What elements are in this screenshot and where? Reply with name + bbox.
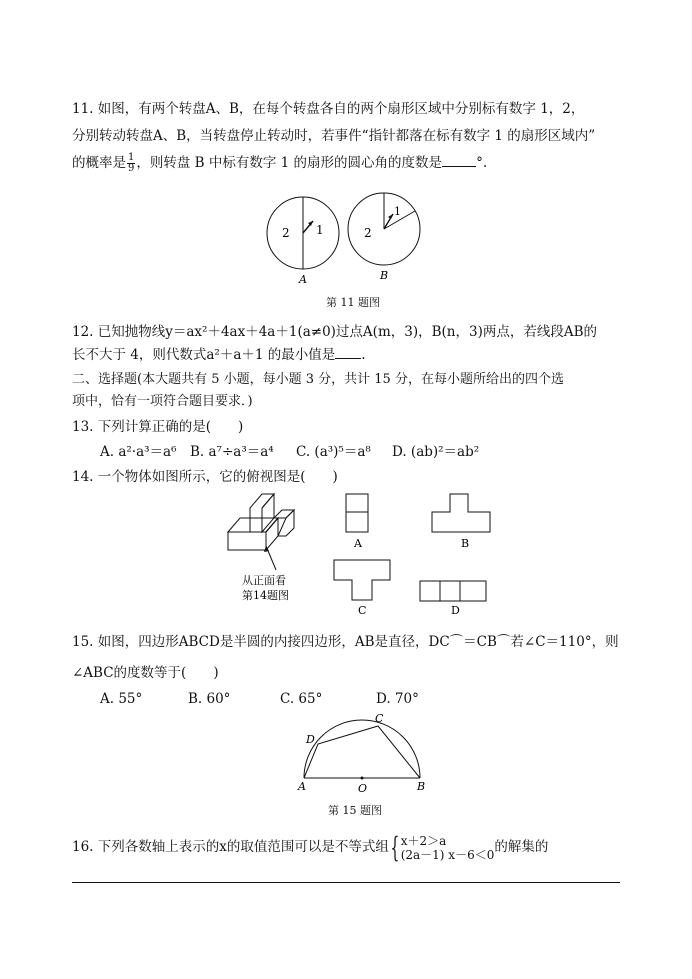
- spinner-b-num-1: 1: [394, 205, 401, 218]
- q15-line2: ∠ABC的度数等于( ): [72, 665, 219, 681]
- q14-solid: [228, 494, 294, 550]
- q13-stem: 13. 下列计算正确的是( ): [72, 419, 244, 435]
- point-d: D: [306, 733, 315, 746]
- q14-stem: 14. 一个物体如图所示，它的俯视图是( ): [72, 469, 338, 485]
- q12-line2: [72, 346, 366, 364]
- q15-option-d: D. 70°: [376, 691, 419, 707]
- q15-option-c: C. 65°: [280, 691, 323, 707]
- section2-line1: 二、选择题(本大题共有 5 小题，每小题 3 分，共计 15 分，在每小题所给出的四个选: [72, 372, 564, 387]
- point-c: C: [375, 712, 384, 725]
- q11-text-a: 的概率是: [72, 155, 126, 171]
- q14-option-b-figure: [432, 494, 490, 532]
- q14-label-b: B: [461, 537, 470, 550]
- section2-line2: 项中，恰有一项符合题目要求．): [72, 394, 253, 409]
- semicircle-arc: [304, 720, 420, 778]
- spinner-b-num-2: 2: [364, 226, 372, 240]
- inequality-2: (2a－1) x－6＜0: [400, 847, 495, 862]
- q11-line2: 分别转动转盘A、B，当转盘停止转动时，若事件“指针都落在标有数字 1 的扇形区域内”: [72, 128, 596, 144]
- q12-text-b: .: [361, 347, 366, 363]
- q16-lead: 16. 下列各数轴上表示的x的取值范围可以是不等式组: [72, 839, 389, 855]
- system-brace: {: [390, 830, 400, 864]
- q14-option-a-figure: [346, 494, 368, 532]
- q14-figures: [220, 490, 500, 620]
- q15-caption: 第 15 题图: [328, 804, 382, 817]
- q14-option-c-figure: [334, 560, 390, 600]
- point-o: O: [358, 782, 368, 795]
- point-a: A: [298, 780, 306, 793]
- q11-answer-blank: [442, 154, 476, 167]
- frac-denominator: 9: [128, 163, 135, 174]
- q11-caption: 第 11 题图: [326, 296, 380, 309]
- q13-option-c: C. (a³)⁵＝a⁸: [296, 444, 371, 460]
- front-view-label: 从正面看: [242, 574, 286, 587]
- spinner-b: [348, 193, 420, 282]
- spinner-a: [267, 197, 339, 286]
- q14-label-a: A: [354, 537, 362, 550]
- q11-line3: [72, 153, 487, 174]
- q12-line1: 12. 已知抛物线y＝ax²＋4ax＋4a＋1(a≠0)过点A(m，3)，B(n，3)两点，若线段AB的: [72, 324, 598, 340]
- q14-caption: 第14题图: [242, 589, 289, 602]
- spinner-a-num-2: 2: [282, 226, 290, 240]
- q13-option-b: B. a⁷÷a³＝a⁴: [190, 444, 274, 460]
- spinner-a-num-1: 1: [316, 223, 324, 237]
- inequality-system: [401, 834, 495, 862]
- quadrilateral-abcd: [304, 726, 420, 778]
- q14-label-c: C: [358, 604, 367, 617]
- center-o: [361, 777, 364, 780]
- page-footer-rule: [72, 882, 620, 883]
- q15-semicircle-figure: [290, 708, 430, 796]
- q14-option-d-figure: [420, 581, 486, 601]
- spinner-a-label: A: [299, 273, 307, 286]
- spinner-b-label: B: [380, 269, 389, 282]
- frac-numerator: 1: [128, 152, 135, 163]
- q11-text-b: ，则转盘 B 中标有数字 1 的扇形的圆心角的度数是: [136, 155, 443, 171]
- q11-text-c: °.: [476, 155, 488, 171]
- q11-line1: 11. 如图，有两个转盘A、B，在每个转盘各自的两个扇形区域中分别标有数字 1，2，: [72, 101, 585, 117]
- q13-option-d: D. (ab)²＝ab²: [392, 444, 480, 460]
- q15-option-a: A. 55°: [100, 691, 143, 707]
- q12-text-a: 长不大于 4，则代数式a²＋a＋1 的最小值是: [72, 347, 336, 363]
- q11-spinners: [260, 190, 430, 286]
- q14-label-d: D: [451, 604, 460, 617]
- q16-line: [72, 830, 548, 864]
- q13-option-a: A. a²·a³＝a⁶: [100, 444, 177, 460]
- q11-fraction: [127, 153, 135, 174]
- q16-tail: 的解集的: [494, 839, 549, 855]
- inequality-1: x＋2＞a: [400, 833, 447, 848]
- point-b: B: [417, 780, 426, 793]
- q15-option-b: B. 60°: [188, 691, 231, 707]
- q12-answer-blank: [335, 346, 361, 359]
- q15-line1: 15. 如图，四边形ABCD是半圆的内接四边形，AB是直径，DC⌒＝CB⌒若∠C＝110°，则: [72, 634, 619, 650]
